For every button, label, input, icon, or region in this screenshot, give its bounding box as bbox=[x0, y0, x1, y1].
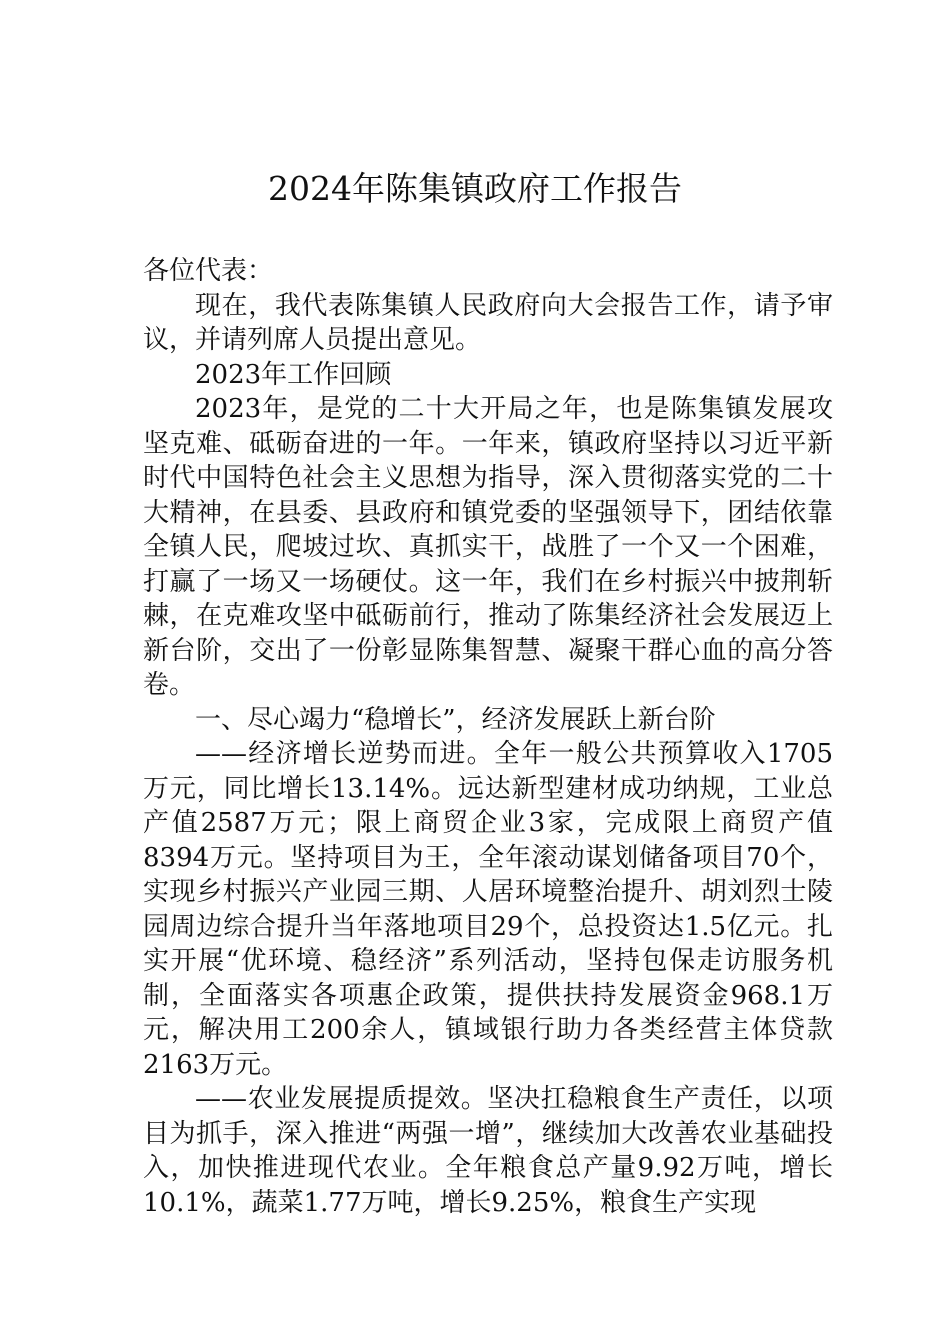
section-heading-growth: 一、尽心竭力“稳增长”，经济发展跃上新台阶 bbox=[195, 704, 716, 735]
document-title: 2024年陈集镇政府工作报告 bbox=[268, 169, 682, 208]
paragraph-overview: 2023年，是党的二十大开局之年，也是陈集镇发展攻坚克难、砥砺奋进的一年。一年来，镇政府坚持以习近平新时代中国特色社会主义思想为指导，深入贯彻落实党的二十大精神，在县委、县政府和镇党委的坚强领导下，团结依靠全镇人民，爬坡过坎、真抓实干，战胜了一个又一个困难，打赢了一场又一场硬仗。这一年，我们在乡村振兴中披荆斩棘，在克难攻坚中砥砺前行，推动了陈集经济社会发展迈上新台阶，交出了一份彰显陈集智慧、凝聚干群心血的高分答卷。 bbox=[143, 394, 833, 700]
document-body bbox=[143, 254, 833, 1220]
opening-paragraph: 现在，我代表陈集镇人民政府向大会报告工作，请予审议，并请列席人员提出意见。 bbox=[143, 290, 833, 355]
paragraph-agriculture: ——农业发展提质提效。坚决扛稳粮食生产责任，以项目为抓手，深入推进“两强一增”，继续加大改善农业基础投入，加快推进现代农业。全年粮食总产量9.92万吨，增长10.1%，蔬菜1.77万吨，增长9.25%，粮食生产实现 bbox=[143, 1084, 833, 1218]
paragraph-economy: ——经济增长逆势而进。全年一般公共预算收入1705万元，同比增长13.14%。远达新型建材成功纳规，工业总产值2587万元；限上商贸企业3家，完成限上商贸产值8394万元。坚持项目为王，全年滚动谋划储备项目70个，实现乡村振兴产业园三期、人居环境整治提升、胡刘烈士陵园周边综合提升当年落地项目29个，总投资达1.5亿元。扎实开展“优环境、稳经济”系列活动，坚持包保走访服务机制，全面落实各项惠企政策，提供扶持发展资金968.1万元，解决用工200余人，镇域银行助力各类经营主体贷款2163万元。 bbox=[143, 739, 833, 1080]
salutation: 各位代表： bbox=[143, 256, 274, 286]
section-heading-review: 2023年工作回顾 bbox=[195, 359, 392, 390]
